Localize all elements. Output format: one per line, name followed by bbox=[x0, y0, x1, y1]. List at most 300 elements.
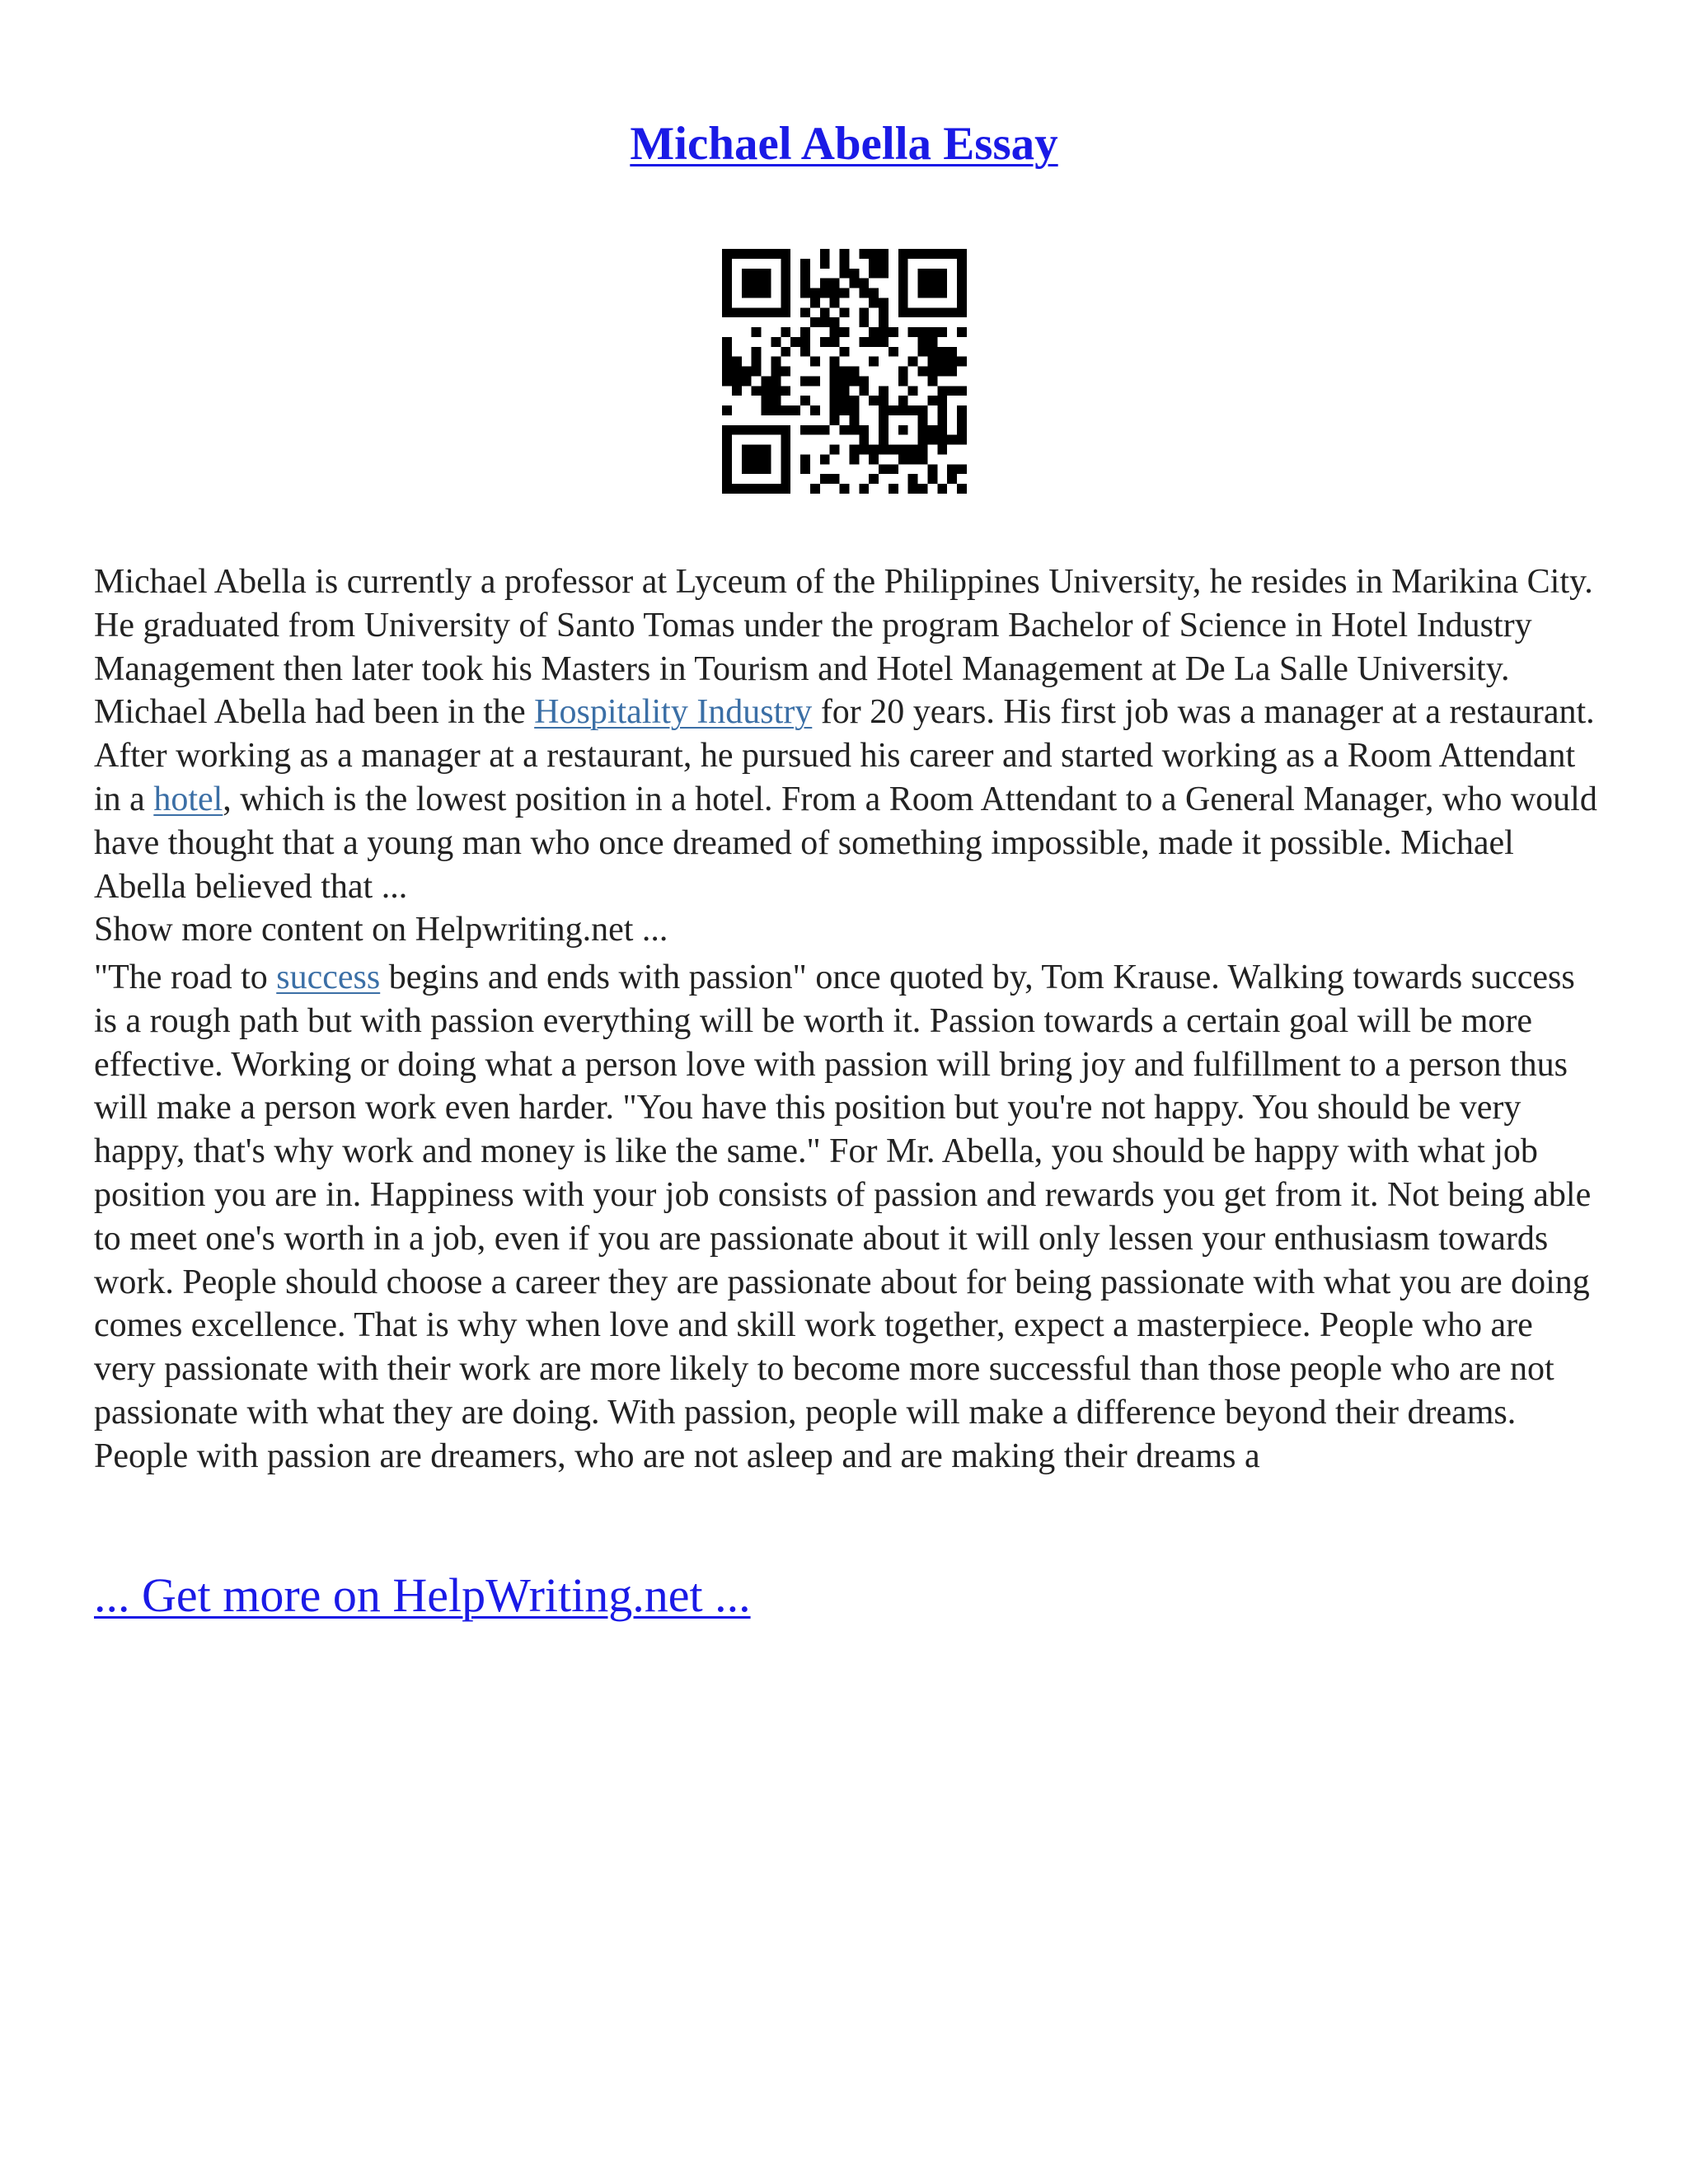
qr-module bbox=[830, 405, 840, 415]
qr-module bbox=[781, 259, 790, 269]
qr-module bbox=[937, 357, 947, 367]
qr-module bbox=[927, 367, 937, 377]
qr-module bbox=[771, 405, 781, 415]
qr-module bbox=[957, 415, 967, 425]
qr-module bbox=[732, 425, 742, 435]
qr-module bbox=[859, 484, 869, 494]
qr-module bbox=[840, 484, 850, 494]
qr-module bbox=[869, 474, 879, 484]
qr-module bbox=[869, 396, 879, 405]
qr-module bbox=[947, 307, 957, 317]
qr-module bbox=[879, 386, 889, 396]
qr-module bbox=[840, 269, 850, 279]
qr-module bbox=[762, 396, 771, 405]
qr-module bbox=[830, 327, 840, 337]
qr-module bbox=[771, 357, 781, 367]
qr-module bbox=[722, 367, 732, 377]
qr-module bbox=[781, 464, 790, 474]
qr-module bbox=[937, 396, 947, 405]
qr-module bbox=[800, 464, 810, 474]
title-link[interactable]: Michael Abella Essay bbox=[630, 118, 1058, 170]
qr-module bbox=[898, 454, 908, 464]
qr-module bbox=[781, 405, 790, 415]
essay-paragraph-1 bbox=[94, 560, 1602, 952]
qr-module bbox=[722, 357, 732, 367]
qr-module bbox=[927, 337, 937, 347]
qr-module bbox=[830, 357, 840, 367]
qr-module bbox=[810, 357, 820, 367]
qr-module bbox=[918, 288, 928, 298]
qr-module bbox=[937, 249, 947, 259]
qr-module bbox=[947, 435, 957, 445]
qr-module bbox=[957, 259, 967, 269]
qr-module bbox=[849, 396, 859, 405]
qr-module bbox=[937, 425, 947, 435]
qr-module bbox=[762, 484, 771, 494]
qr-module bbox=[947, 464, 957, 474]
qr-module bbox=[947, 357, 957, 367]
qr-module bbox=[840, 347, 850, 357]
qr-module bbox=[937, 415, 947, 425]
qr-module bbox=[918, 454, 928, 464]
qr-module bbox=[830, 367, 840, 377]
qr-module bbox=[869, 327, 879, 337]
qr-module bbox=[732, 376, 742, 386]
qr-module bbox=[927, 269, 937, 279]
qr-module bbox=[810, 425, 820, 435]
qr-module bbox=[781, 425, 790, 435]
qr-module bbox=[781, 386, 790, 396]
qr-module bbox=[927, 307, 937, 317]
qr-module bbox=[820, 259, 830, 269]
qr-module bbox=[927, 288, 937, 298]
qr-module bbox=[771, 386, 781, 396]
qr-module bbox=[771, 307, 781, 317]
qr-module bbox=[947, 367, 957, 377]
qr-module bbox=[918, 445, 928, 455]
qr-module bbox=[742, 484, 752, 494]
qr-module bbox=[762, 445, 771, 455]
qr-module bbox=[800, 347, 810, 357]
qr-module bbox=[927, 474, 937, 484]
qr-module bbox=[918, 435, 928, 445]
qr-module bbox=[722, 445, 732, 455]
qr-module bbox=[722, 298, 732, 307]
qr-module bbox=[742, 454, 752, 464]
qr-module bbox=[927, 376, 937, 386]
qr-module bbox=[752, 288, 762, 298]
qr-module bbox=[927, 249, 937, 259]
qr-module bbox=[830, 376, 840, 386]
qr-module bbox=[752, 367, 762, 377]
qr-module bbox=[849, 405, 859, 415]
qr-module bbox=[840, 367, 850, 377]
qr-module bbox=[859, 435, 869, 445]
qr-module bbox=[869, 298, 879, 307]
qr-module bbox=[947, 249, 957, 259]
qr-module bbox=[781, 307, 790, 317]
get-more-link-container bbox=[94, 1566, 751, 1625]
qr-module bbox=[859, 249, 869, 259]
qr-module bbox=[879, 307, 889, 317]
qr-code-graphic bbox=[722, 249, 967, 494]
qr-module bbox=[820, 307, 830, 317]
qr-module bbox=[898, 367, 908, 377]
qr-module bbox=[937, 435, 947, 445]
qr-module bbox=[762, 454, 771, 464]
qr-module bbox=[752, 386, 762, 396]
qr-module bbox=[781, 474, 790, 484]
qr-module bbox=[908, 474, 918, 484]
get-more-link[interactable]: ... Get more on HelpWriting.net ... bbox=[94, 1568, 751, 1622]
qr-module bbox=[957, 405, 967, 415]
qr-module bbox=[781, 347, 790, 357]
qr-module bbox=[957, 269, 967, 279]
qr-module bbox=[742, 376, 752, 386]
qr-module bbox=[879, 298, 889, 307]
qr-module bbox=[771, 249, 781, 259]
qr-module bbox=[840, 376, 850, 386]
qr-module bbox=[840, 307, 850, 317]
qr-module bbox=[732, 386, 742, 396]
qr-module bbox=[937, 288, 947, 298]
qr-module bbox=[849, 425, 859, 435]
qr-module bbox=[908, 445, 918, 455]
qr-module bbox=[771, 484, 781, 494]
qr-module bbox=[947, 474, 957, 484]
qr-module bbox=[869, 269, 879, 279]
qr-module bbox=[898, 307, 908, 317]
qr-module bbox=[889, 464, 898, 474]
qr-module bbox=[810, 317, 820, 327]
qr-module bbox=[918, 269, 928, 279]
qr-module bbox=[752, 425, 762, 435]
qr-module bbox=[800, 288, 810, 298]
qr-module bbox=[937, 347, 947, 357]
qr-module bbox=[820, 425, 830, 435]
qr-module bbox=[781, 327, 790, 337]
qr-module bbox=[918, 367, 928, 377]
qr-module bbox=[820, 288, 830, 298]
qr-module bbox=[742, 288, 752, 298]
qr-module bbox=[879, 269, 889, 279]
qr-module bbox=[810, 405, 820, 415]
qr-module bbox=[722, 249, 732, 259]
qr-module bbox=[742, 279, 752, 288]
qr-module bbox=[820, 249, 830, 259]
qr-module bbox=[898, 405, 908, 415]
qr-module bbox=[742, 249, 752, 259]
qr-module bbox=[957, 435, 967, 445]
qr-module bbox=[898, 288, 908, 298]
qr-module bbox=[869, 337, 879, 347]
qr-module bbox=[752, 464, 762, 474]
qr-module bbox=[859, 288, 869, 298]
qr-module bbox=[732, 357, 742, 367]
qr-module bbox=[849, 415, 859, 425]
qr-module bbox=[732, 307, 742, 317]
qr-module bbox=[927, 347, 937, 357]
qr-module bbox=[781, 454, 790, 464]
qr-module bbox=[918, 279, 928, 288]
qr-module bbox=[722, 484, 732, 494]
qr-module bbox=[840, 425, 850, 435]
show-more-note: Show more content on Helpwriting.net ... bbox=[94, 911, 668, 949]
qr-module bbox=[781, 484, 790, 494]
qr-module bbox=[762, 376, 771, 386]
hospitality-industry-link[interactable]: Hospitality Industry bbox=[534, 693, 813, 732]
qr-module bbox=[722, 474, 732, 484]
qr-module bbox=[830, 474, 840, 484]
qr-module bbox=[918, 337, 928, 347]
qr-module bbox=[722, 269, 732, 279]
success-link[interactable]: success bbox=[276, 958, 381, 996]
qr-module bbox=[879, 337, 889, 347]
qr-module bbox=[762, 405, 771, 415]
qr-module bbox=[742, 445, 752, 455]
qr-module bbox=[859, 317, 869, 327]
qr-module bbox=[722, 405, 732, 415]
qr-module bbox=[810, 376, 820, 386]
qr-module bbox=[810, 298, 820, 307]
qr-module bbox=[937, 327, 947, 337]
qr-module bbox=[810, 484, 820, 494]
qr-module bbox=[722, 279, 732, 288]
qr-module bbox=[908, 386, 918, 396]
qr-module bbox=[918, 415, 928, 425]
qr-module bbox=[869, 445, 879, 455]
qr-module bbox=[800, 425, 810, 435]
qr-module bbox=[879, 259, 889, 269]
qr-module bbox=[869, 259, 879, 269]
qr-module bbox=[820, 474, 830, 484]
qr-module bbox=[752, 445, 762, 455]
qr-module bbox=[781, 445, 790, 455]
qr-module bbox=[732, 484, 742, 494]
qr-module bbox=[800, 396, 810, 405]
qr-module bbox=[742, 367, 752, 377]
qr-module bbox=[859, 376, 869, 386]
qr-module bbox=[879, 445, 889, 455]
qr-module bbox=[947, 347, 957, 357]
qr-module bbox=[762, 279, 771, 288]
qr-module bbox=[918, 307, 928, 317]
qr-module bbox=[937, 484, 947, 494]
qr-module bbox=[762, 269, 771, 279]
qr-module bbox=[830, 337, 840, 347]
qr-module bbox=[889, 405, 898, 415]
qr-module bbox=[800, 337, 810, 347]
qr-module bbox=[849, 279, 859, 288]
qr-module bbox=[908, 327, 918, 337]
qr-module bbox=[771, 376, 781, 386]
qr-module bbox=[830, 386, 840, 396]
qr-module bbox=[947, 386, 957, 396]
qr-module bbox=[840, 386, 850, 396]
qr-module bbox=[722, 337, 732, 347]
qr-module bbox=[781, 435, 790, 445]
qr-module bbox=[879, 464, 889, 474]
qr-module bbox=[957, 425, 967, 435]
qr-module bbox=[918, 425, 928, 435]
qr-module bbox=[869, 454, 879, 464]
qr-module bbox=[879, 435, 889, 445]
qr-module bbox=[722, 259, 732, 269]
qr-module bbox=[820, 317, 830, 327]
qr-module bbox=[722, 307, 732, 317]
qr-module bbox=[859, 445, 869, 455]
qr-module bbox=[937, 405, 947, 415]
qr-module bbox=[781, 269, 790, 279]
qr-module bbox=[840, 405, 850, 415]
qr-module bbox=[957, 484, 967, 494]
qr-module bbox=[752, 357, 762, 367]
qr-module bbox=[722, 435, 732, 445]
qr-module bbox=[869, 288, 879, 298]
qr-module bbox=[752, 307, 762, 317]
qr-module bbox=[762, 464, 771, 474]
qr-module bbox=[742, 307, 752, 317]
qr-module bbox=[752, 484, 762, 494]
qr-module bbox=[830, 288, 840, 298]
qr-module bbox=[879, 317, 889, 327]
qr-module bbox=[800, 307, 810, 317]
page-title bbox=[0, 115, 1688, 173]
qr-module bbox=[898, 445, 908, 455]
qr-module bbox=[898, 425, 908, 435]
qr-module bbox=[752, 269, 762, 279]
qr-module bbox=[800, 279, 810, 288]
qr-module bbox=[918, 327, 928, 337]
qr-module bbox=[820, 454, 830, 464]
qr-module bbox=[790, 337, 800, 347]
qr-module bbox=[898, 298, 908, 307]
paragraph1-text-c: , which is the lowest position in a hotel. From a Room Attendant to a General Manager, who would have thought that a young man who once dreamed of something impossible, made it possible. Michael Abella believed that ... bbox=[94, 780, 1597, 906]
paragraph1-text-b: for 20 years. His first job was a manager at a restaurant. After working as a manager at a restaurant, he pursued his career and started working as a Room Attendant in a bbox=[94, 693, 1595, 818]
qr-module bbox=[918, 249, 928, 259]
qr-module bbox=[781, 298, 790, 307]
qr-module bbox=[898, 269, 908, 279]
qr-module bbox=[918, 347, 928, 357]
qr-module bbox=[908, 484, 918, 494]
qr-module bbox=[849, 376, 859, 386]
qr-module bbox=[957, 307, 967, 317]
qr-module bbox=[957, 298, 967, 307]
qr-module bbox=[859, 337, 869, 347]
qr-module bbox=[762, 307, 771, 317]
qr-module bbox=[849, 445, 859, 455]
hotel-link[interactable]: hotel bbox=[153, 780, 223, 818]
qr-module bbox=[762, 288, 771, 298]
qr-module bbox=[927, 279, 937, 288]
essay-paragraph-2 bbox=[94, 956, 1602, 1479]
qr-module bbox=[859, 425, 869, 435]
qr-module bbox=[879, 327, 889, 337]
qr-module bbox=[732, 367, 742, 377]
qr-module bbox=[830, 445, 840, 455]
qr-module bbox=[937, 445, 947, 455]
qr-module bbox=[889, 347, 898, 357]
qr-module bbox=[752, 347, 762, 357]
qr-module bbox=[889, 327, 898, 337]
qr-module bbox=[889, 484, 898, 494]
qr-module bbox=[771, 425, 781, 435]
qr-module bbox=[781, 279, 790, 288]
qr-module bbox=[908, 249, 918, 259]
qr-module bbox=[830, 396, 840, 405]
qr-module bbox=[957, 249, 967, 259]
qr-module bbox=[762, 425, 771, 435]
paragraph2-text-b: begins and ends with passion" once quoted by, Tom Krause. Walking towards success is a rough path but with passion everything will be worth it. Passion towards a certain goal will be more effective. Working or doing what a person love with passion will bring joy and fulfillment to a person thus will make a person work even harder. "You have this position but you're not happy. You should be very happy, that's why work and money is like the same." For Mr. Abella, you should be happy with what job position you are in. Happiness with your job consists of passion and rewards you get from it. Not being able to meet one's worth in a job, even if you are passionate about it will only lessen your enthusiasm towards work. People should choose a career they are passionate about for being passionate with what you are doing comes excellence. That is why when love and skill work together, expect a masterpiece. People who are very passionate with their work are more likely to become more successful than those people who are not passionate with what they are doing. With passion, people will make a difference beyond their dreams. People with passion are dreamers, who are not asleep and are making their dreams a bbox=[94, 958, 1592, 1475]
qr-module bbox=[762, 386, 771, 396]
qr-module bbox=[859, 307, 869, 317]
qr-module bbox=[927, 435, 937, 445]
qr-module bbox=[898, 396, 908, 405]
qr-module bbox=[957, 357, 967, 367]
qr-module bbox=[908, 405, 918, 415]
qr-module bbox=[937, 269, 947, 279]
qr-module bbox=[800, 376, 810, 386]
qr-module bbox=[752, 454, 762, 464]
qr-module bbox=[869, 357, 879, 367]
qr-module bbox=[927, 357, 937, 367]
qr-module bbox=[752, 249, 762, 259]
qr-module bbox=[957, 327, 967, 337]
qr-module bbox=[830, 298, 840, 307]
qr-module bbox=[849, 269, 859, 279]
qr-module bbox=[898, 376, 908, 386]
qr-module bbox=[752, 279, 762, 288]
qr-module bbox=[927, 396, 937, 405]
qr-module bbox=[879, 249, 889, 259]
qr-module bbox=[908, 454, 918, 464]
qr-module bbox=[927, 425, 937, 435]
qr-module bbox=[908, 307, 918, 317]
qr-module bbox=[722, 347, 732, 357]
qr-module bbox=[840, 259, 850, 269]
qr-module bbox=[957, 288, 967, 298]
qr-module bbox=[898, 249, 908, 259]
paragraph1-text-a: Michael Abella is currently a professor at Lyceum of the Philippines University, he resides in Marikina City. He graduated from University of Santo Tomas under the program Bachelor of Science in Hotel Industry Management then later took his Masters in Tourism and Hotel Management at De La Salle University. Michael Abella had been in the bbox=[94, 563, 1593, 732]
qr-module bbox=[790, 405, 800, 415]
qr-module bbox=[869, 249, 879, 259]
qr-module bbox=[722, 425, 732, 435]
qr-module bbox=[879, 425, 889, 435]
qr-module bbox=[849, 454, 859, 464]
qr-module bbox=[918, 405, 928, 415]
qr-module bbox=[957, 464, 967, 474]
qr-module bbox=[879, 415, 889, 425]
qr-module bbox=[840, 396, 850, 405]
qr-module bbox=[742, 464, 752, 474]
qr-module bbox=[859, 386, 869, 396]
qr-module bbox=[937, 367, 947, 377]
qr-module bbox=[879, 396, 889, 405]
qr-module bbox=[722, 464, 732, 474]
qr-module bbox=[781, 367, 790, 377]
qr-module bbox=[781, 288, 790, 298]
qr-module bbox=[742, 425, 752, 435]
qr-module bbox=[771, 396, 781, 405]
qr-module bbox=[840, 288, 850, 298]
qr-module bbox=[742, 269, 752, 279]
qr-module bbox=[771, 337, 781, 347]
qr-module bbox=[830, 415, 840, 425]
qr-module bbox=[771, 367, 781, 377]
qr-module bbox=[820, 337, 830, 347]
qr-module bbox=[927, 464, 937, 474]
qr-module bbox=[898, 279, 908, 288]
